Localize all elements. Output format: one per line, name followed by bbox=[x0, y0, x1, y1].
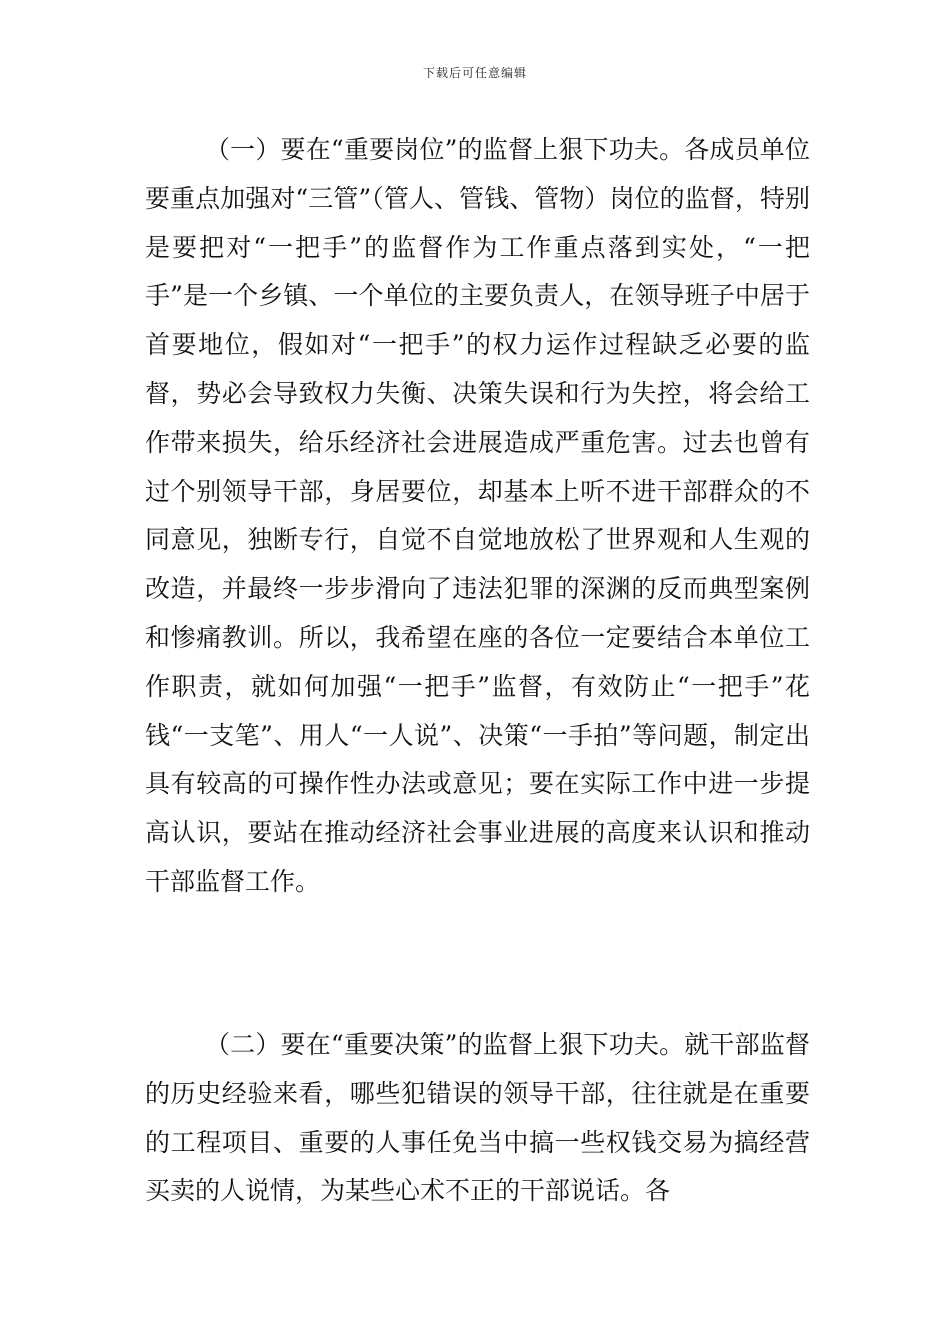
paragraph-2: （二）要在“重要决策”的监督上狠下功夫。就干部监督的历史经验来看，哪些犯错误的领导干部，往往就是在重要的工程项目、重要的人事任免当中搞一些权钱交易为搞经营买卖的人说情，为某些心术不正的干部说话。各 bbox=[145, 1030, 810, 1206]
header-note: 下载后可任意编辑 bbox=[422, 66, 527, 80]
paragraph-1: （一）要在“重要岗位”的监督上狠下功夫。各成员单位要重点加强对“三管”（管人、管钱、管物）岗位的监督，特别是要把对“一把手”的监督作为工作重点落到实处，“一把手”是一个乡镇、一个单位的主要负责人，在领导班子中居于首要地位，假如对“一把手”的权力运作过程缺乏必要的监督，势必会导致权力失衡、决策失误和行为失控，将会给工作带来损失，给乐经济社会进展造成严重危害。过去也曾有过个别领导干部，身居要位，却基本上听不进干部群众的不同意见，独断专行，自觉不自觉地放松了世界观和人生观的改造，并最终一步步滑向了违法犯罪的深渊的反而典型案例和惨痛教训。所以，我希望在座的各位一定要结合本单位工作职责，就如何加强“一把手”监督，有效防止“一把手”花钱“一支笔”、用人“一人说”、决策“一手拍”等问题，制定出具有较高的可操作性办法或意见；要在实际工作中进一步提高认识，要站在推动经济社会事业进展的高度来认识和推动干部监督工作。 bbox=[145, 135, 810, 896]
